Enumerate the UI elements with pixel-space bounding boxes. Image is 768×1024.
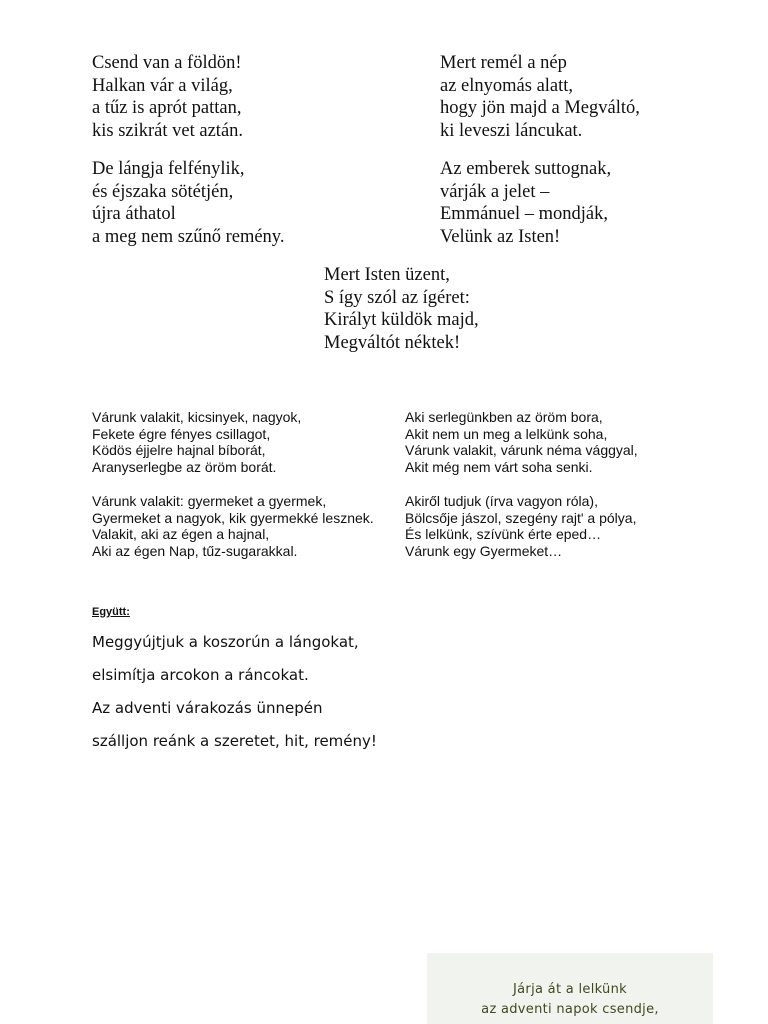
poem-line: ki leveszi láncukat. xyxy=(440,120,583,141)
poem-line: Velünk az Isten! xyxy=(440,226,561,247)
together-line: Meggyújtjuk a koszorún a lángokat, xyxy=(92,633,359,651)
poem-line: Megváltót néktek! xyxy=(324,332,461,353)
poem-middle-right-stanza-2 xyxy=(405,493,636,559)
poem-line: Az emberek suttognak, xyxy=(440,159,612,179)
poem-line: Várunk valakit: gyermeket a gyermek, xyxy=(92,493,327,509)
poem-line: a meg nem szűnő remény. xyxy=(92,226,285,247)
poem-line: Mert remél a nép xyxy=(440,53,567,73)
poem-line: Halkan vár a világ, xyxy=(92,75,233,96)
together-line: elsimítja arcokon a ráncokat. xyxy=(92,666,309,684)
poem-line: Várunk valakit, kicsinyek, nagyok, xyxy=(92,409,302,425)
poem-line: Aki serlegünkben az öröm bora, xyxy=(405,409,603,425)
poem-middle-left-stanza-2 xyxy=(92,493,374,559)
poem-line: Emmánuel – mondják, xyxy=(440,204,609,224)
poem-middle-right-stanza-1 xyxy=(405,409,638,475)
poem-line: Várunk valakit, várunk néma vággyal, xyxy=(405,442,638,458)
poem-line: Ködös éjjelre hajnal bíborát, xyxy=(92,442,266,458)
poem-line: Akit nem un meg a lelkünk soha, xyxy=(405,425,608,442)
footer-line: az adventi napok csendje, xyxy=(481,1002,659,1017)
poem-top-left-stanza-1 xyxy=(92,52,243,142)
poem-line: Királyt küldök majd, xyxy=(324,310,479,330)
poem-middle-left-stanza-1 xyxy=(92,409,301,475)
poem-line: Gyermeket a nagyok, kik gyermekké lesznek. xyxy=(92,509,374,526)
poem-line: Aki az égen Nap, tűz-sugarakkal. xyxy=(92,542,298,559)
poem-line: az elnyomás alatt, xyxy=(440,75,574,96)
poem-top-left-stanza-2 xyxy=(92,158,284,248)
poem-line: És lelkünk, szívünk érte eped… xyxy=(405,526,602,542)
poem-line: és éjszaka sötétjén, xyxy=(92,181,234,202)
poem-line: hogy jön majd a Megváltó, xyxy=(440,98,640,118)
poem-top-right-stanza-1 xyxy=(440,52,640,142)
footer-quote-box xyxy=(427,953,713,1024)
poem-line: Bölcsője jászol, szegény rajt' a pólya, xyxy=(405,509,637,526)
together-line: szálljon reánk a szeretet, hit, remény! xyxy=(92,732,377,750)
poem-line: Fekete égre fényes csillagot, xyxy=(92,425,271,442)
poem-line: Várunk egy Gyermeket… xyxy=(405,542,563,559)
poem-line: S így szól az ígéret: xyxy=(324,287,470,308)
poem-line: a tűz is aprót pattan, xyxy=(92,98,242,118)
poem-line: kis szikrát vet aztán. xyxy=(92,120,244,141)
footer-line: Járja át a lelkünk xyxy=(513,982,627,997)
poem-top-right-stanza-2 xyxy=(440,158,611,248)
poem-line: Akit még nem várt soha senki. xyxy=(405,458,593,475)
poem-line: De lángja felfénylik, xyxy=(92,159,245,179)
poem-line: Valakit, aki az égen a hajnal, xyxy=(92,526,270,542)
together-line: Az adventi várakozás ünnepén xyxy=(92,699,323,717)
poem-line: Mert Isten üzent, xyxy=(324,265,450,285)
poem-line: Aranyserlegbe az öröm borát. xyxy=(92,458,277,475)
poem-line: Csend van a földön! xyxy=(92,53,242,73)
poem-line: várják a jelet – xyxy=(440,181,550,202)
poem-line: újra áthatol xyxy=(92,204,176,224)
poem-line: Akiről tudjuk (írva vagyon róla), xyxy=(405,493,598,509)
poem-top-center-stanza xyxy=(324,264,479,354)
together-label: Együtt: xyxy=(92,606,130,618)
